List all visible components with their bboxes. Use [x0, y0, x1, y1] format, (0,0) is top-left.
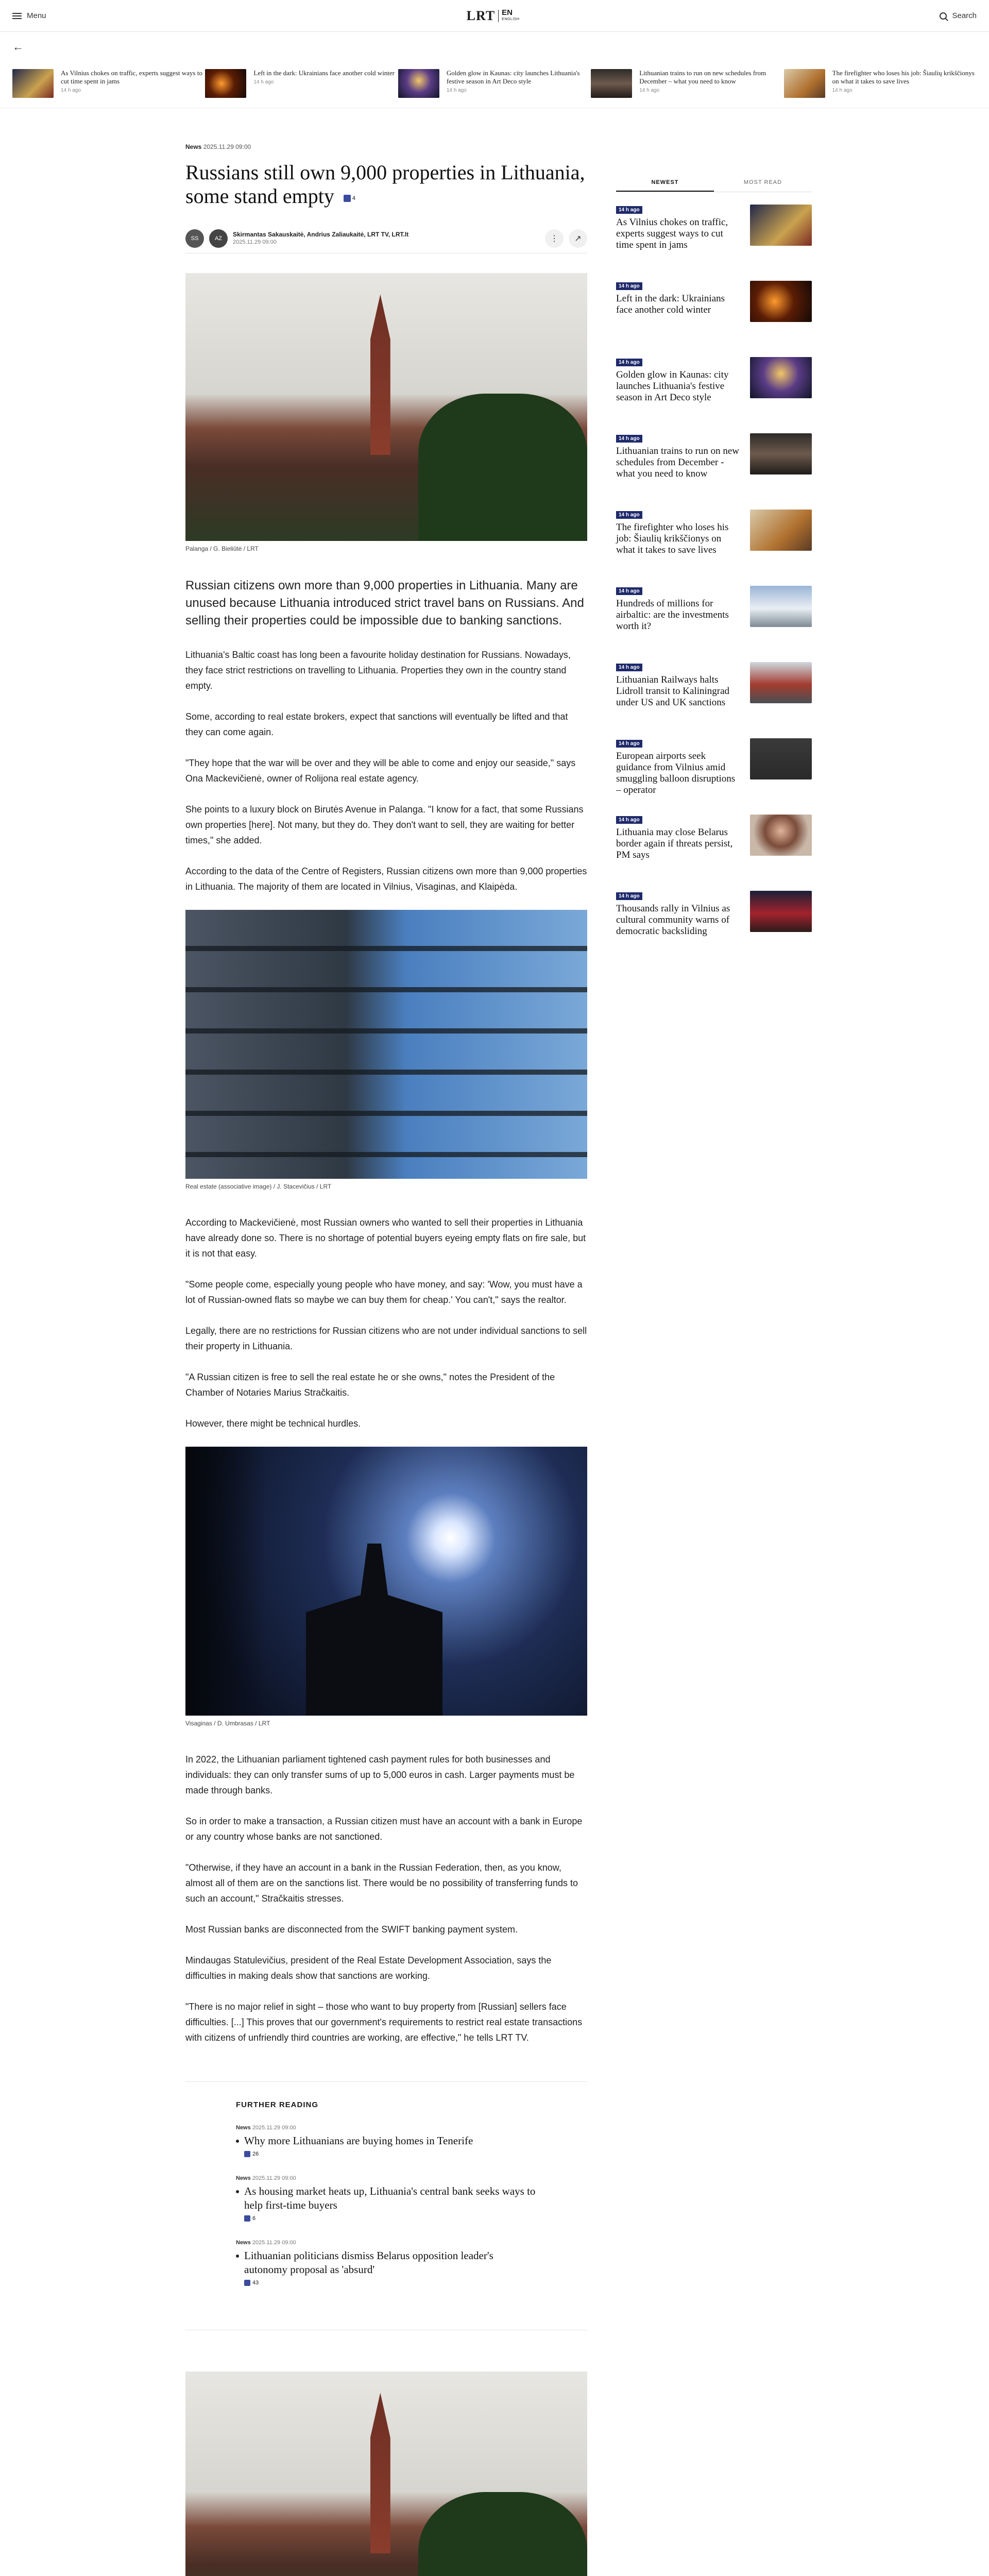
further-reading-comments: 6	[236, 2215, 255, 2222]
sidebar-item[interactable]	[616, 433, 812, 510]
paragraph: In 2022, the Lithuanian parliament tightened cash payment rules for both businesses and individuals: they can only transfer sums of up to 5,000 euros in cash. Larger payments must be made through banks.	[185, 1754, 575, 1795]
time-badge: 14 h ago	[616, 587, 642, 595]
comment-icon	[244, 2215, 250, 2222]
sub-bar	[0, 32, 989, 62]
avatar[interactable]: AZ	[209, 229, 228, 248]
ticker-title: The firefighter who loses his job: Šiaulių krikščionys on what it takes to save lives	[832, 69, 975, 85]
hero-caption: Palanga / G. Bieliūtė / LRT	[185, 545, 259, 552]
ticker-item[interactable]	[591, 62, 783, 108]
sidebar-item-title[interactable]: Golden glow in Kaunas: city launches Lithuania's festive season in Art Deco style	[616, 369, 729, 403]
further-reading-meta: News 2025.11.29 09:00	[236, 2175, 296, 2181]
ticker-time: 14 h ago	[446, 88, 467, 93]
tab-most-read[interactable]: MOST READ	[743, 179, 782, 185]
paragraph: "Otherwise, if they have an account in a bank in the Russian Federation, then, as you know, almost all of them are on the sanctions list. There would be no possibility of transferring funds to such an account," Stračkaitis stresses.	[185, 1862, 578, 1904]
ticker-item[interactable]	[398, 62, 591, 108]
time-badge: 14 h ago	[616, 664, 642, 671]
ticker-item[interactable]	[205, 62, 398, 108]
sidebar-thumbnail	[750, 510, 812, 551]
ticker-title: Lithuanian trains to run on new schedules from December – what you need to know	[639, 69, 766, 85]
sidebar-item[interactable]	[616, 357, 812, 433]
top-bar	[0, 0, 989, 32]
article-actions	[545, 229, 587, 248]
sidebar-item-title[interactable]: Thousands rally in Vilnius as cultural community warns of democratic backsliding	[616, 903, 730, 937]
time-badge: 14 h ago	[616, 816, 642, 824]
further-reading-title[interactable]: Why more Lithuanians are buying homes in Tenerife	[236, 2134, 537, 2148]
breadcrumb-date: 2025.11.29 09:00	[203, 143, 251, 150]
publish-date: 2025.11.29 09:00	[233, 239, 277, 246]
authors[interactable]: Skirmantas Sakauskaitė, Andrius Zaliaukaitė, LRT TV, LRT.lt	[233, 231, 409, 239]
ticker-time: 14 h ago	[253, 79, 274, 85]
article-image-balconies[interactable]	[185, 910, 587, 1179]
paragraph: Some, according to real estate brokers, expect that sanctions will eventually be lifted and that they can come again.	[185, 711, 568, 737]
share-icon[interactable]: ↗	[569, 229, 587, 248]
sidebar-item-title[interactable]: Left in the dark: Ukrainians face another cold winter	[616, 293, 725, 315]
sidebar-thumbnail	[750, 433, 812, 474]
image-caption: Visaginas / D. Umbrasas / LRT	[185, 1719, 270, 1727]
sidebar-item[interactable]	[616, 510, 812, 586]
sidebar-item[interactable]	[616, 205, 812, 281]
paragraph: According to the data of the Centre of Registers, Russian citizens own more than 9,000 properties in Lithuania. The majority of them are located in Vilnius, Visaginas, and Klaipėda.	[185, 866, 587, 892]
sidebar-thumbnail	[750, 205, 812, 246]
further-reading-meta: News 2025.11.29 09:00	[236, 2124, 296, 2131]
sidebar-item-title[interactable]: The firefighter who loses his job: Šiaulių krikščionys on what it takes to save lives	[616, 522, 729, 555]
sidebar-item[interactable]	[616, 891, 812, 967]
comment-icon	[244, 2280, 250, 2286]
sidebar-item[interactable]	[616, 662, 812, 738]
gallery-image[interactable]	[185, 2371, 587, 2576]
paragraph: Legally, there are no restrictions for Russian citizens who are not under individual sanctions to sell their property in Lithuania.	[185, 1325, 587, 1351]
breadcrumb	[185, 143, 587, 150]
sidebar-thumbnail	[750, 738, 812, 779]
site-logo[interactable]	[467, 8, 520, 24]
ticker-title: As Vilnius chokes on traffic, experts suggest ways to cut time spent in jams	[61, 69, 202, 85]
logo-divider	[498, 10, 499, 22]
sidebar-item-title[interactable]: Hundreds of millions for airbaltic: are the investments worth it?	[616, 598, 729, 632]
ticker-thumbnail	[784, 69, 825, 98]
further-reading-title[interactable]: Lithuanian politicians dismiss Belarus opposition leader's autonomy proposal as 'absurd'	[236, 2249, 537, 2277]
article	[185, 143, 587, 2576]
paragraph: According to Mackevičienė, most Russian owners who wanted to sell their properties in Lithuania have already done so. There is no shortage of potential buyers eyeing empty flats on fire sale, but it is not that easy.	[185, 1217, 586, 1259]
sidebar-item-title[interactable]: As Vilnius chokes on traffic, experts suggest ways to cut time spent in jams	[616, 217, 728, 250]
paragraph: Mindaugas Statulevičius, president of the Real Estate Development Association, says the difficulties in making deals show that sanctions are working.	[185, 1955, 552, 1981]
sidebar-item-title[interactable]: Lithuanian trains to run on new schedules from December - what you need to know	[616, 446, 740, 479]
logo-text: LRT	[466, 8, 496, 23]
article-title	[185, 161, 587, 210]
paragraph: "Some people come, especially young people who have money, and say: 'Wow, you must have a lot of Russian-owned flats so maybe we can buy them for cheap.' You can't," says the realtor.	[185, 1279, 583, 1305]
paragraph: Lithuania's Baltic coast has long been a favourite holiday destination for Russians. Nowadays, they face strict restrictions on travelling to Lithuania. Properties they own in the country stand empty.	[185, 649, 571, 691]
sidebar-tabs	[616, 174, 812, 192]
byline	[185, 229, 587, 253]
paragraph: "They hope that the war will be over and they will be able to come and enjoy our seaside," says Ona Mackevičienė, owner of Rolijona real estate agency.	[185, 757, 576, 784]
time-badge: 14 h ago	[616, 892, 642, 900]
article-lede: Russian citizens own more than 9,000 properties in Lithuania. Many are unused because Lithuania introduced strict travel bans on Russians. And selling their properties could be impossible due to banking sanctions.	[185, 578, 584, 628]
logo-edition: EN ENGLISH	[502, 8, 520, 21]
paragraph: "There is no major relief in sight – those who want to buy property from [Russian] sellers face difficulties. [...] This proves that our government's requirements to restrict real estate transactions with citizens of unfriendly third countries are working, are effective," he tells LRT TV.	[185, 2001, 583, 2043]
more-options-icon[interactable]: ⋮	[545, 229, 564, 248]
sidebar-item[interactable]	[616, 738, 812, 815]
paragraph: She points to a luxury block on Birutės Avenue in Palanga. "I know for a fact, that some Russians own properties [here]. Not many, but they do. They don't want to sell, they are waiting for better times," she added.	[185, 804, 584, 845]
sidebar-thumbnail	[750, 357, 812, 398]
sidebar-thumbnail	[750, 815, 812, 856]
search-label: Search	[952, 11, 977, 20]
sidebar-thumbnail	[750, 586, 812, 627]
sidebar-item[interactable]	[616, 815, 812, 891]
time-badge: 14 h ago	[616, 435, 642, 443]
breadcrumb-section[interactable]: News	[185, 143, 202, 150]
further-reading-comments: 26	[236, 2151, 259, 2157]
ticker-item[interactable]	[12, 62, 205, 108]
time-badge: 14 h ago	[616, 282, 642, 290]
sidebar-item-title[interactable]: European airports seek guidance from Vilnius amid smuggling balloon disruptions – operator	[616, 751, 736, 795]
paragraph: However, there might be technical hurdles.	[185, 1418, 361, 1429]
sidebar-item[interactable]	[616, 281, 812, 357]
ticker-title: Golden glow in Kaunas: city launches Lithuania's festive season in Art Deco style	[446, 69, 580, 85]
sidebar-thumbnail	[750, 281, 812, 322]
further-reading-item[interactable]	[236, 2125, 537, 2160]
further-reading-title[interactable]: As housing market heats up, Lithuania's central bank seeks ways to help first-time buyers	[236, 2184, 537, 2212]
paragraph: "A Russian citizen is free to sell the real estate he or she owns," notes the President of the Chamber of Notaries Marius Stračkaitis.	[185, 1371, 555, 1398]
further-reading-comments: 43	[236, 2280, 259, 2286]
paragraph: So in order to make a transaction, a Russian citizen must have an account with a bank in Europe or any country whose banks are not sanctioned.	[185, 1816, 583, 1842]
tab-newest[interactable]: NEWEST	[616, 174, 714, 192]
comment-icon	[244, 2151, 250, 2157]
further-reading-item[interactable]	[236, 2240, 537, 2289]
hero-image[interactable]	[185, 273, 587, 541]
ticker-thumbnail	[591, 69, 632, 98]
ticker-time: 14 h ago	[61, 88, 81, 93]
further-reading-item[interactable]	[236, 2175, 537, 2224]
ticker-title: Left in the dark: Ukrainians face another cold winter	[253, 69, 395, 77]
ticker-thumbnail	[12, 69, 54, 98]
search-icon	[940, 12, 947, 20]
sidebar-item[interactable]	[616, 586, 812, 662]
comments-count: 4	[352, 195, 355, 201]
byline-text	[233, 231, 408, 246]
sidebar-item-title[interactable]: Lithuania may close Belarus border again if threats persist, PM says	[616, 827, 733, 860]
further-reading-meta: News 2025.11.29 09:00	[236, 2239, 296, 2246]
time-badge: 14 h ago	[616, 359, 642, 366]
article-title-text: Russians still own 9,000 properties in Lithuania, some stand empty	[185, 161, 585, 208]
sidebar-thumbnail	[750, 891, 812, 932]
further-reading	[185, 2081, 587, 2330]
sidebar-item-title[interactable]: Lithuanian Railways halts Lidroll transit to Kaliningrad under US and UK sanctions	[616, 674, 730, 708]
comments-badge[interactable]	[344, 187, 355, 210]
further-reading-heading: FURTHER READING	[236, 2100, 318, 2109]
image-caption: Real estate (associative image) / J. Stacevičius / LRT	[185, 1182, 332, 1190]
time-badge: 14 h ago	[616, 511, 642, 519]
paragraph: Most Russian banks are disconnected from the SWIFT banking payment system.	[185, 1924, 518, 1935]
comment-icon	[344, 195, 351, 202]
photo-gallery	[185, 2371, 587, 2576]
hamburger-icon	[12, 13, 22, 19]
ticker-time: 14 h ago	[832, 88, 852, 93]
back-arrow-icon[interactable]: ←	[12, 40, 24, 53]
news-ticker	[0, 62, 989, 108]
menu-button[interactable]	[12, 11, 46, 20]
article-image-visaginas[interactable]	[185, 1447, 587, 1716]
avatar[interactable]: SS	[185, 229, 204, 248]
ticker-thumbnail	[398, 69, 439, 98]
time-badge: 14 h ago	[616, 206, 642, 214]
time-badge: 14 h ago	[616, 740, 642, 748]
search-button[interactable]	[940, 11, 977, 20]
sidebar	[616, 174, 812, 967]
ticker-time: 14 h ago	[639, 88, 660, 93]
sidebar-thumbnail	[750, 662, 812, 703]
menu-label: Menu	[27, 11, 46, 20]
ticker-item[interactable]	[784, 62, 977, 108]
ticker-thumbnail	[205, 69, 246, 98]
